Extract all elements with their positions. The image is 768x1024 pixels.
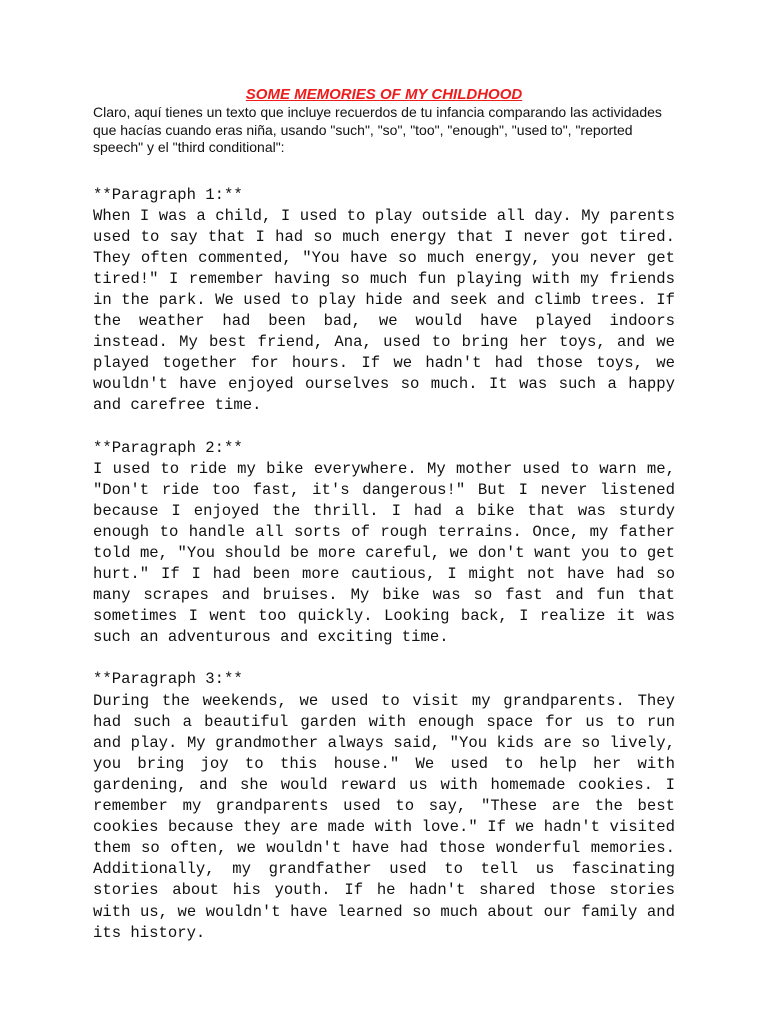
paragraph-body: When I was a child, I used to play outside all day. My parents used to say that I had so much energy that I never got tired. They often commented, "You have so much energy, you never get tired!" I remember having so much fun playing with my friends in the park. We used to play hide and seek and climb trees. If the weather had been bad, we would have played indoors instead. My best friend, Ana, used to bring her toys, and we played together for hours. If we hadn't had those toys, we wouldn't have enjoyed ourselves so much. It was such a happy and carefree time. [93, 206, 675, 415]
intro-text: Claro, aquí tienes un texto que incluye recuerdos de tu infancia comparando las actividades que hacías cuando eras niña, usando "such", "so", "too", "enough", "used to", "reported speech" y el "third conditional": [93, 104, 662, 155]
paragraph-section-1 [93, 185, 675, 417]
paragraph-body: During the weekends, we used to visit my grandparents. They had such a beautiful garden with enough space for us to run and play. My grandmother always said, "You kids are so lively, you bring joy to this house." We used to help her with gardening, and she would reward us with homemade cookies. I remember my grandparents used to say, "These are the best cookies because they are made with love." If we hadn't visited them so often, we wouldn't have had those wonderful memories. Additionally, my grandfather used to tell us fascinating stories about his youth. If he hadn't shared those stories with us, we wouldn't have learned so much about our family and its history. [93, 691, 675, 942]
paragraph-body: I used to ride my bike everywhere. My mother used to warn me, "Don't ride too fast, it's dangerous!" But I never listened because I enjoyed the thrill. I had a bike that was sturdy enough to handle all sorts of rough terrains. Once, my father told me, "You should be more careful, we don't want you to get hurt." If I had been more cautious, I might not have had so many scrapes and bruises. My bike was so fast and fun that sometimes I went too quickly. Looking back, I realize it was such an adventurous and exciting time. [93, 459, 675, 647]
paragraph-section-2 [93, 438, 675, 649]
document-page [93, 86, 675, 944]
paragraph-section-3 [93, 669, 675, 943]
paragraph-heading: **Paragraph 1:** [93, 185, 243, 204]
paragraph-heading: **Paragraph 2:** [93, 438, 243, 457]
document-title: SOME MEMORIES OF MY CHILDHOOD [245, 86, 523, 103]
paragraph-heading: **Paragraph 3:** [93, 670, 243, 689]
